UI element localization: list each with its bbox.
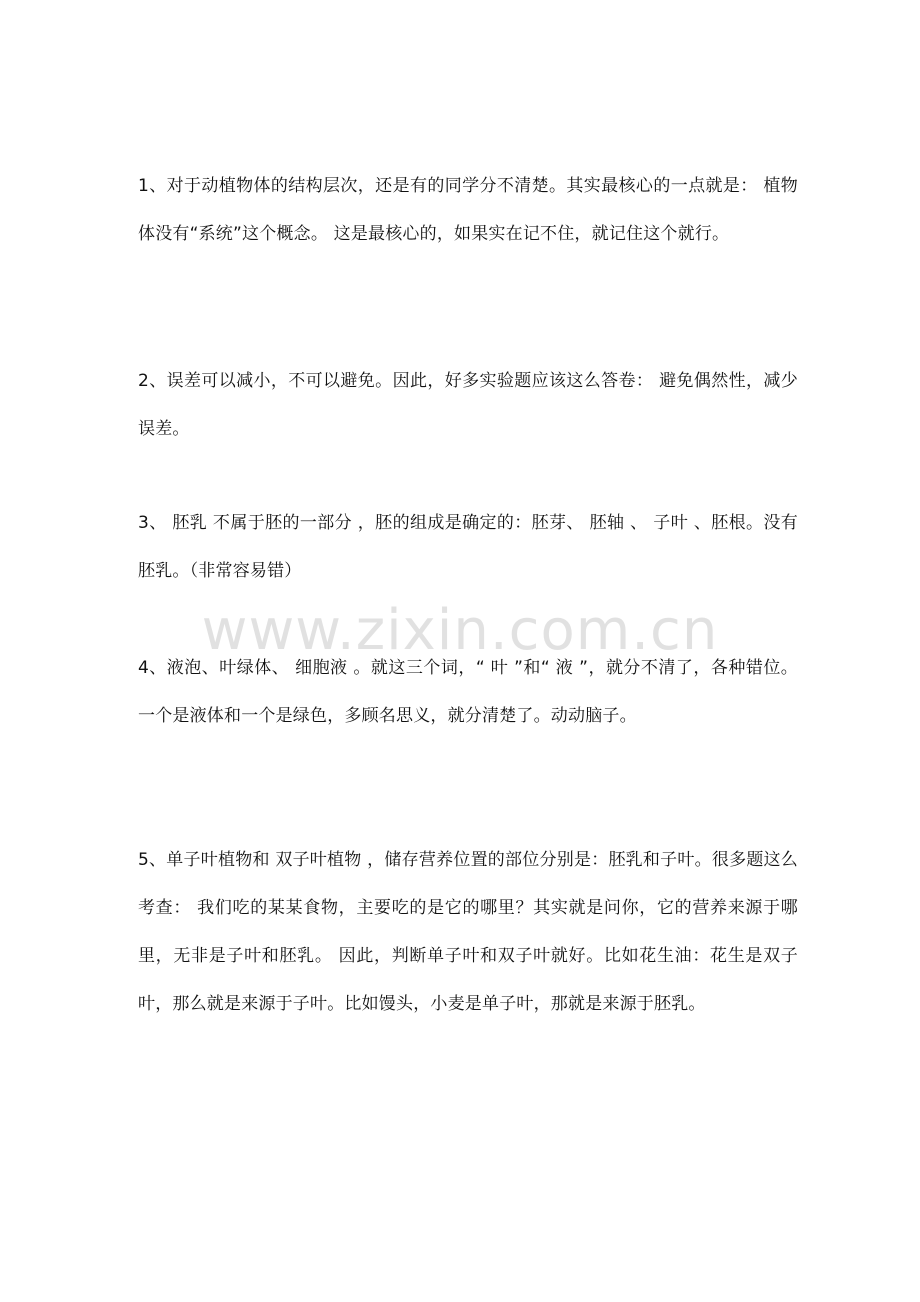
paragraph-4: 4、液泡、叶绿体、 细胞液 。就这三个词，“ 叶 ”和“ 液 ”，就分不清了，各种错位。一个是液体和一个是绿色，多顾名思义，就分清楚了。动动脑子。 — [138, 658, 798, 726]
paragraph-5: 5、单子叶植物和 双子叶植物 ，储存营养位置的部位分别是：胚乳和子叶。很多题这么考查： 我们吃的某某食物，主要吃的是它的哪里？其实就是问你，它的营养来源于哪里，无非是子叶和胚乳。 因此，判断单子叶和双子叶就好。比如花生油：花生是双子叶，那么就是来源于子叶。比如馒头，小麦是单子叶，那就是来源于胚乳。 — [138, 850, 798, 1014]
paragraph-1: 1、对于动植物体的结构层次，还是有的同学分不清楚。其实最核心的一点就是： 植物体没有“系统”这个概念。 这是最核心的，如果实在记不住，就记住这个就行。 — [138, 176, 798, 244]
watermark: www.zixin.com.cn — [201, 598, 719, 663]
paragraph-2: 2、误差可以减小，不可以避免。因此，好多实验题应该这么答卷： 避免偶然性，减少误差。 — [138, 371, 798, 439]
paragraph-3: 3、 胚乳 不属于胚的一部分 ，胚的组成是确定的：胚芽、 胚轴 、 子叶 、胚根。没有胚乳。（非常容易错） — [138, 513, 798, 581]
